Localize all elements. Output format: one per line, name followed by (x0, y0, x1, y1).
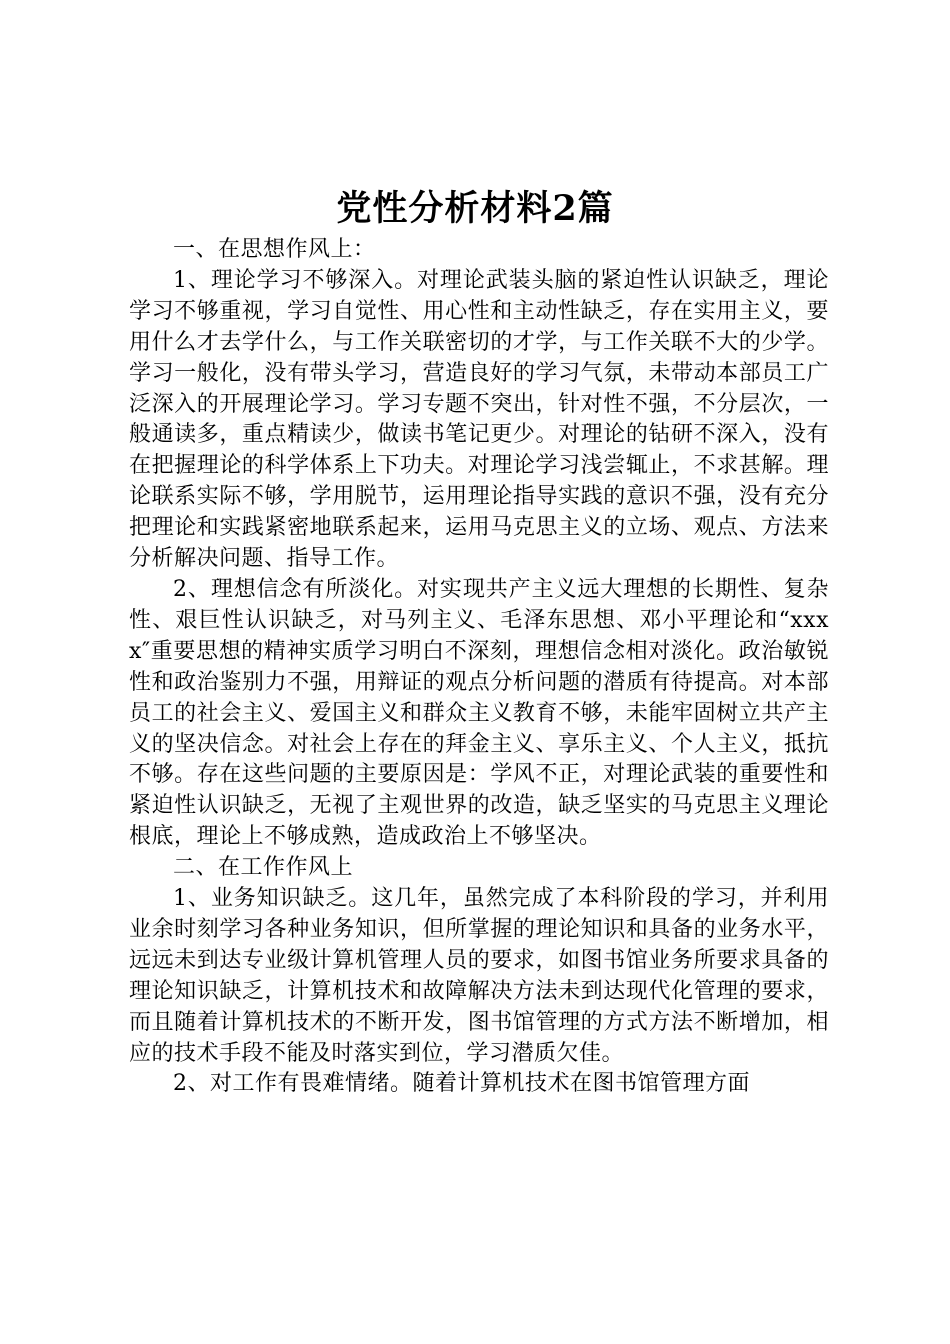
paragraph-business-knowledge: 1、业务知识缺乏。这几年，虽然完成了本科阶段的学习，并利用业余时刻学习各种业务知识，但所掌握的理论知识和具备的业务水平，远远未到达专业级计算机管理人员的要求，如图书馆业务所要求具备的理论知识缺乏，计算机技术和故障解决方法未到达现代化管理的要求，而且随着计算机技术的不断开发，图书馆管理的方式方法不断增加，相应的技术手段不能及时落实到位，学习潜质欠佳。 (129, 886, 829, 1066)
paragraph-ideals-beliefs: 2、理想信念有所淡化。对实现共产主义远大理想的长期性、复杂性、艰巨性认识缺乏，对马列主义、毛泽东思想、邓小平理论和“xxxx″重要思想的精神实质学习明白不深刻，理想信念相对淡化。政治敏锐性和政治鉴别力不强，用辩证的观点分析问题的潜质有待提高。对本部员工的社会主义、爱国主义和群众主义教育不够，未能牢固树立共产主义的坚决信念。对社会上存在的拜金主义、享乐主义、个人主义，抵抗不够。存在这些问题的主要原因是：学风不正，对理论武装的重要性和紧迫性认识缺乏，无视了主观世界的改造，缺乏坚实的马克思主义理论根底，理论上不够成熟，造成政治上不够坚决。 (129, 576, 829, 850)
document-body (129, 235, 829, 1100)
paragraph-theory-study: 1、理论学习不够深入。对理论武装头脑的紧迫性认识缺乏，理论学习不够重视，学习自觉性、用心性和主动性缺乏，存在实用主义，要用什么才去学什么，与工作关联密切的才学，与工作关联不大的少学。学习一般化，没有带头学习，营造良好的学习气氛，未带动本部员工广泛深入的开展理论学习。学习专题不突出，针对性不强，不分层次，一般通读多，重点精读少，做读书笔记更少。对理论的钻研不深入，没有在把握理论的科学体系上下功夫。对理论学习浅尝辄止，不求甚解。理论联系实际不够，学用脱节，运用理论指导实践的意识不强，没有充分把理论和实践紧密地联系起来，运用马克思主义的立场、观点、方法来分析解决问题、指导工作。 (129, 267, 829, 572)
section-heading-work-style: 二、在工作作风上 (173, 855, 354, 881)
document-title: 党性分析材料2篇 (336, 188, 614, 229)
paragraph-work-difficulty: 2、对工作有畏难情绪。随着计算机技术在图书馆管理方面 (173, 1071, 750, 1097)
section-heading-ideology: 一、在思想作风上： (173, 237, 376, 262)
